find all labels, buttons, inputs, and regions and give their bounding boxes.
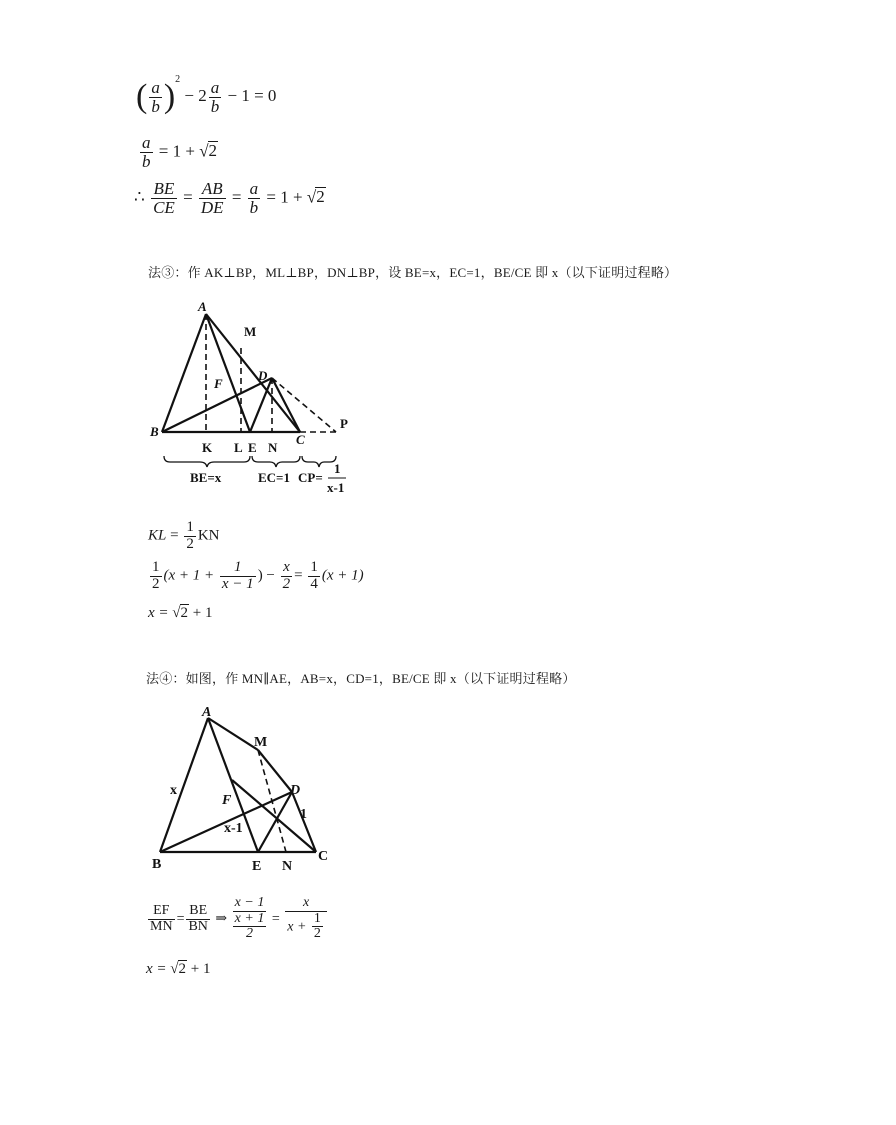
segment-ed bbox=[258, 792, 292, 852]
equation-quadratic bbox=[136, 74, 277, 116]
numerator: 1 bbox=[310, 559, 318, 575]
equation-rhs: = 1 + bbox=[266, 187, 303, 207]
label-l: L bbox=[234, 440, 243, 455]
numerator: BE bbox=[151, 180, 177, 199]
equals: = bbox=[176, 911, 185, 927]
sqrt-radicand: 2 bbox=[180, 605, 189, 621]
brace-cp bbox=[302, 456, 336, 467]
brace-label-cp-num: 1 bbox=[334, 461, 341, 476]
equals: = bbox=[271, 911, 280, 927]
kl-rhs: KN bbox=[197, 527, 220, 544]
fraction-a-over-b bbox=[149, 79, 162, 116]
denominator: MN bbox=[150, 918, 173, 934]
method4-figure bbox=[140, 700, 350, 880]
label-c: C bbox=[296, 432, 305, 447]
label-a: A bbox=[198, 299, 207, 314]
fraction-a-over-b bbox=[140, 134, 153, 171]
label-c: C bbox=[318, 849, 329, 864]
result-lhs: x = bbox=[146, 961, 167, 977]
brace-label-cp: CP= bbox=[298, 470, 323, 485]
result-rest: + 1 bbox=[190, 961, 211, 977]
fraction-left bbox=[233, 896, 267, 942]
label-e: E bbox=[248, 440, 257, 455]
equals: = bbox=[294, 567, 303, 584]
brace-be bbox=[164, 456, 250, 467]
fraction-half bbox=[312, 912, 323, 942]
label-d: D bbox=[258, 368, 268, 383]
fraction-be-over-ce bbox=[151, 180, 177, 217]
method3-eq-kl bbox=[148, 520, 220, 553]
fraction-inverse bbox=[220, 560, 256, 593]
equals: = bbox=[231, 187, 242, 207]
denominator: x − 1 bbox=[221, 575, 254, 592]
denominator-top: x + 1 bbox=[234, 910, 265, 926]
denominator: b bbox=[151, 96, 160, 116]
segment-mn bbox=[258, 750, 286, 852]
numerator: x bbox=[285, 896, 327, 912]
label-one: 1 bbox=[300, 807, 307, 822]
denominator: b bbox=[142, 151, 151, 171]
equation-ratio-value: $\frac{a}{b}$ = 1 + √2 bbox=[142, 133, 218, 171]
figure3-dashed-lines bbox=[206, 314, 336, 432]
fraction-ab-over-de bbox=[199, 180, 226, 217]
exponent: 2 bbox=[175, 74, 181, 86]
method4-eq-ratio bbox=[146, 896, 329, 942]
denominator: 2 bbox=[186, 535, 194, 552]
equals: = bbox=[183, 187, 193, 207]
denominator: 2 bbox=[282, 575, 291, 592]
figure3-braces bbox=[164, 456, 336, 467]
fraction-a-over-b bbox=[248, 180, 261, 217]
sqrt-radicand: 2 bbox=[316, 187, 325, 207]
fraction-right bbox=[285, 896, 327, 942]
label-d: D bbox=[290, 783, 301, 798]
fraction-half bbox=[150, 560, 162, 593]
label-n: N bbox=[282, 859, 293, 874]
segment-ab bbox=[160, 718, 208, 852]
numerator: 1 bbox=[186, 519, 194, 535]
result-lhs: x = bbox=[148, 605, 169, 621]
denominator: DE bbox=[200, 197, 224, 217]
segment-am bbox=[208, 718, 258, 750]
label-b: B bbox=[152, 857, 162, 872]
equals: = bbox=[170, 527, 179, 544]
denominator-lead: x + bbox=[287, 919, 307, 935]
fraction-be-over-bn bbox=[186, 904, 209, 934]
result-rest: + 1 bbox=[192, 605, 213, 621]
denominator: 2 bbox=[152, 575, 160, 592]
label-m: M bbox=[244, 324, 257, 339]
therefore-symbol: ∴ bbox=[134, 187, 145, 207]
method4-result: x = √2 + 1 bbox=[146, 961, 211, 977]
numerator: 1 bbox=[152, 559, 160, 575]
numerator: x − 1 bbox=[234, 895, 265, 910]
method3-figure bbox=[140, 296, 380, 496]
numerator: BE bbox=[186, 904, 209, 920]
minus-two: − 2 bbox=[184, 85, 207, 105]
denominator-bottom: 2 bbox=[245, 926, 253, 942]
label-b: B bbox=[150, 424, 159, 439]
numerator: a bbox=[151, 77, 160, 97]
denominator: 4 bbox=[310, 575, 318, 592]
equation-rest: − 1 = 0 bbox=[227, 85, 277, 105]
label-f: F bbox=[214, 376, 223, 391]
left-paren: ( bbox=[136, 78, 148, 115]
label-a: A bbox=[202, 705, 212, 720]
fraction-x-half bbox=[281, 560, 293, 593]
denominator: CE bbox=[153, 197, 175, 217]
numerator: 1 bbox=[220, 560, 256, 577]
right-paren: ) bbox=[163, 78, 176, 115]
figure3-solid-lines bbox=[162, 314, 300, 432]
numerator: x bbox=[281, 560, 293, 577]
brace-label-ec: EC=1 bbox=[258, 470, 290, 485]
term-rhs: (x + 1) bbox=[321, 567, 364, 584]
brace-label-be: BE=x bbox=[190, 470, 222, 485]
equation-conclusion: ∴ $\frac{BE}{CE}$ = $\frac{AB}{DE}$ = $\frac{a}{b}$ = 1 + √2 bbox=[134, 179, 325, 217]
label-k: K bbox=[202, 440, 213, 455]
denominator bbox=[285, 912, 327, 942]
method3-result: x = √2 + 1 bbox=[148, 605, 213, 621]
sqrt-radicand: 2 bbox=[178, 961, 187, 977]
segment-dp bbox=[272, 378, 336, 432]
denominator: b bbox=[210, 96, 220, 116]
brace-ec bbox=[252, 456, 300, 467]
method3-eq-main bbox=[148, 560, 364, 593]
term-open: (x + 1 + bbox=[163, 567, 215, 584]
numerator: 1 bbox=[313, 910, 321, 926]
segment-dc bbox=[272, 378, 300, 432]
numerator: a bbox=[142, 133, 151, 152]
denominator: 2 bbox=[313, 926, 321, 942]
numerator: a bbox=[249, 179, 259, 198]
numerator: a bbox=[210, 77, 220, 97]
label-p: P bbox=[340, 416, 348, 431]
fraction-a-over-b-2 bbox=[209, 79, 222, 116]
label-n: N bbox=[268, 440, 278, 455]
label-x: x bbox=[170, 783, 177, 798]
numerator: EF bbox=[148, 904, 175, 920]
numerator: AB bbox=[199, 180, 226, 199]
denominator: b bbox=[249, 197, 259, 217]
fraction-quarter bbox=[308, 560, 320, 593]
figure4-dashed-lines bbox=[258, 750, 286, 852]
fraction-half bbox=[184, 520, 196, 553]
label-x-minus-1: x-1 bbox=[224, 821, 243, 836]
term-close: ) − bbox=[257, 567, 275, 584]
label-e: E bbox=[252, 859, 262, 874]
denominator: BN bbox=[188, 918, 208, 934]
equation-rhs: = 1 + bbox=[158, 141, 195, 161]
implies-arrow: ⇒ bbox=[215, 911, 228, 927]
method4-note: 法④：如图，作 MN∥AE，AB=x，CD=1，BE/CE 即 x（以下证明过程略） bbox=[146, 671, 576, 686]
sqrt-radicand: 2 bbox=[208, 141, 218, 161]
label-f: F bbox=[222, 793, 232, 808]
brace-label-cp-den: x-1 bbox=[327, 480, 345, 495]
method3-note: 法③：作 AK⊥BP，ML⊥BP，DN⊥BP，设 BE=x，EC=1，BE/CE 即 x（以下证明过程略） bbox=[148, 265, 678, 280]
kl-lhs: KL bbox=[148, 527, 167, 544]
label-m: M bbox=[254, 735, 268, 750]
fraction-ef-over-mn bbox=[148, 904, 175, 934]
